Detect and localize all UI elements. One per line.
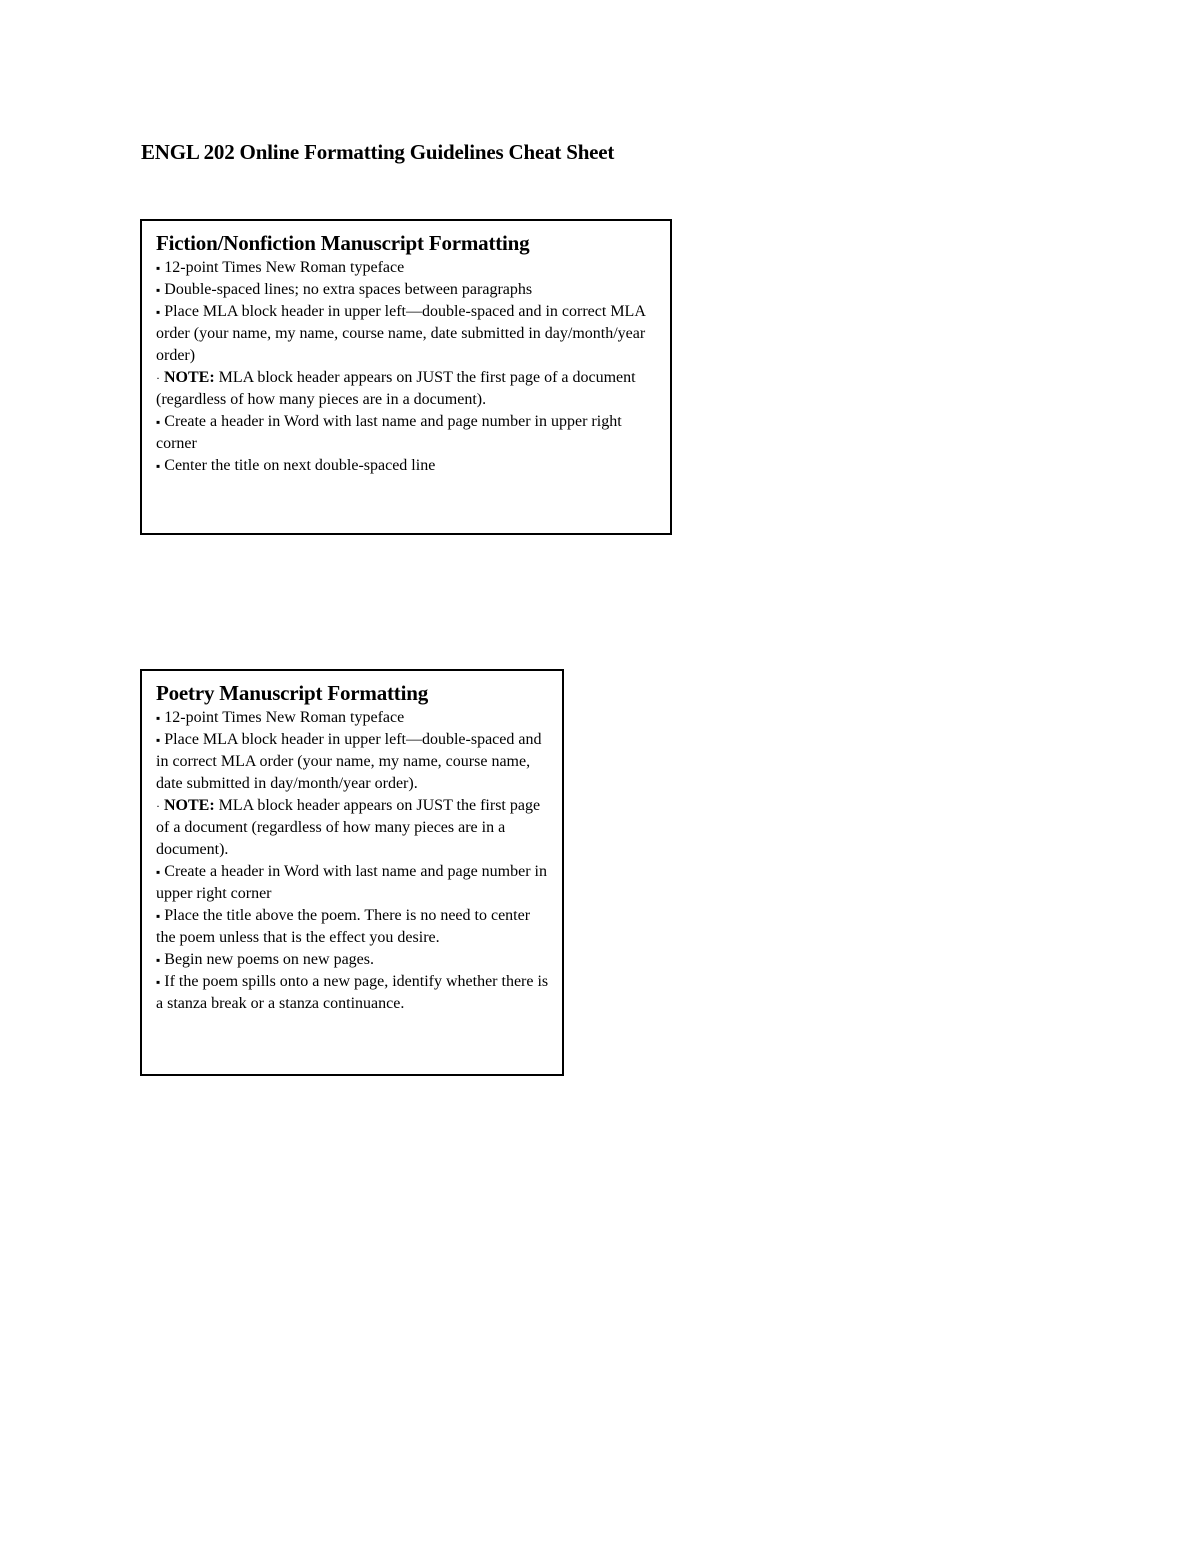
bullet-icon: ▪ [156, 415, 161, 429]
bullet-icon: ▪ [156, 953, 161, 967]
list-item [156, 949, 550, 971]
list-item [156, 861, 550, 905]
note-label: NOTE: [164, 369, 215, 386]
list-item [156, 301, 658, 367]
note-item [156, 367, 658, 411]
list-item-text: 12-point Times New Roman typeface [164, 709, 405, 726]
list-item-text: 12-point Times New Roman typeface [164, 259, 405, 276]
bullet-icon: ▪ [156, 305, 161, 319]
page-title: ENGL 202 Online Formatting Guidelines Cheat Sheet [141, 140, 615, 164]
list-item [156, 411, 658, 455]
bullet-icon: ▪ [156, 459, 161, 473]
list-item-text: Place MLA block header in upper left—double-spaced and in correct MLA order (your name, my name, course name, date submitted in day/month/year order). [156, 731, 542, 792]
poetry-box-heading: Poetry Manuscript Formatting [156, 681, 429, 705]
bullet-icon: ▪ [156, 733, 161, 747]
list-item [156, 971, 550, 1015]
list-item-text: Center the title on next double-spaced line [164, 457, 436, 474]
bullet-icon: ▪ [156, 975, 161, 989]
list-item [156, 905, 550, 949]
list-item-text: Create a header in Word with last name and page number in upper right corner [156, 413, 622, 452]
list-item-text: Create a header in Word with last name and page number in upper right corner [156, 863, 547, 902]
poetry-formatting-box [140, 669, 564, 1076]
bullet-icon: ▪ [156, 909, 161, 923]
list-item-text: Place the title above the poem. There is no need to center the poem unless that is the effect you desire. [156, 907, 531, 946]
note-text: MLA block header appears on JUST the first page of a document (regardless of how many pieces are in a document). [156, 369, 636, 408]
bullet-icon: ▪ [156, 865, 161, 879]
note-bullet-icon: · [156, 799, 160, 813]
bullet-icon: ▪ [156, 261, 161, 275]
bullet-icon: ▪ [156, 711, 161, 725]
note-item [156, 795, 550, 861]
fiction-formatting-box [140, 219, 672, 535]
bullet-icon: ▪ [156, 283, 161, 297]
fiction-guidelines-list [156, 257, 658, 477]
list-item-text: Double-spaced lines; no extra spaces between paragraphs [164, 281, 533, 298]
list-item [156, 455, 658, 477]
list-item [156, 707, 550, 729]
list-item-text: If the poem spills onto a new page, identify whether there is a stanza break or a stanza continuance. [156, 973, 549, 1012]
list-item [156, 257, 658, 279]
note-bullet-icon: · [156, 371, 160, 385]
poetry-guidelines-list [156, 707, 550, 1015]
fiction-box-heading: Fiction/Nonfiction Manuscript Formatting [156, 231, 530, 255]
note-text: MLA block header appears on JUST the first page of a document (regardless of how many pieces are in a document). [156, 797, 541, 858]
list-item-text: Place MLA block header in upper left—double-spaced and in correct MLA order (your name, my name, course name, date submitted in day/month/year order) [156, 303, 646, 364]
list-item [156, 729, 550, 795]
list-item-text: Begin new poems on new pages. [164, 951, 374, 968]
list-item [156, 279, 658, 301]
note-label: NOTE: [164, 797, 215, 814]
